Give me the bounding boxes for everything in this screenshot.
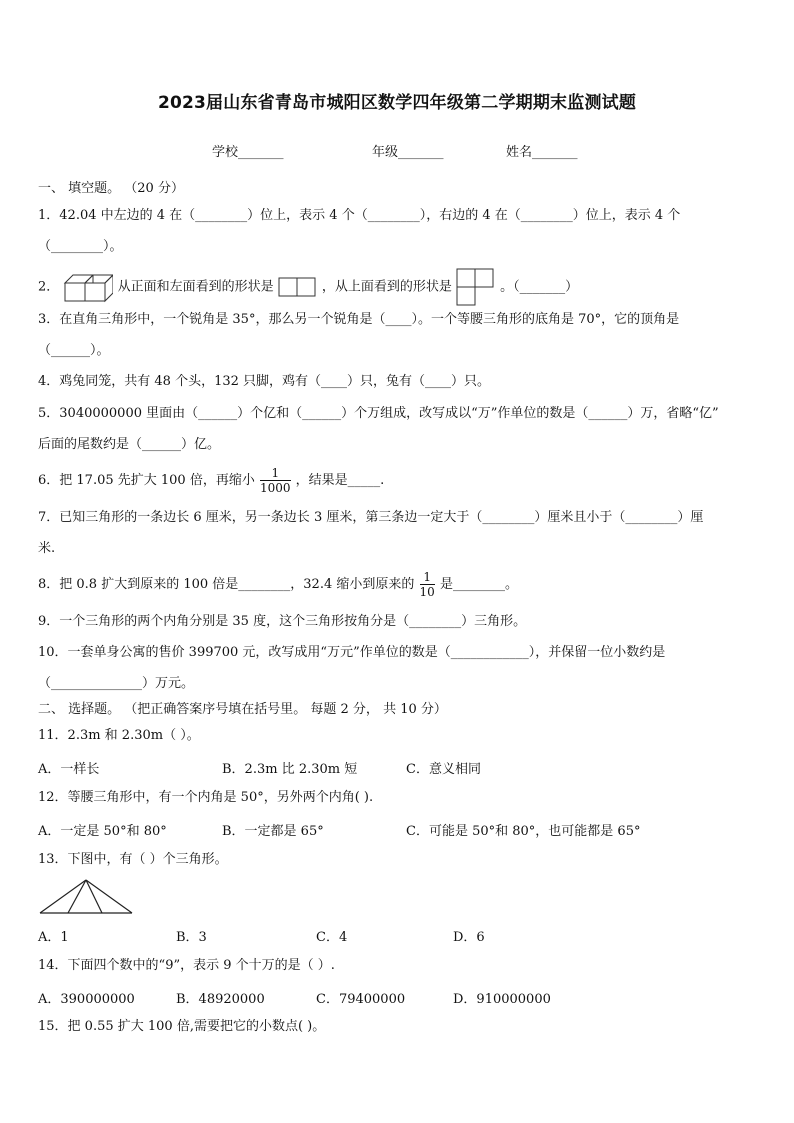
question-6-text-pre: 6．把 17.05 先扩大 100 倍，再缩小 xyxy=(38,473,255,488)
question-2-text-3: 。（_______） xyxy=(500,279,579,295)
cube-stack-figure xyxy=(63,271,113,303)
question-10-line-1: 10．一套单身公寓的售价 399700 元，改写成用“万元”作单位的数是（____________），并保留一位小数约是 xyxy=(38,645,666,660)
question-11-option-a: A．一样长 xyxy=(38,762,100,777)
question-12: 12．等腰三角形中，有一个内角是 50°，另外两个内角( ). xyxy=(38,790,374,805)
page-title: 2023届山东省青岛市城阳区数学四年级第二学期期末监测试题 xyxy=(157,93,637,113)
question-2 xyxy=(38,268,758,304)
question-1-line-1: 1．42.04 中左边的 4 在（________）位上，表示 4 个（________），右边的 4 在（________）位上，表示 4 个 xyxy=(38,208,681,223)
grade-field: 年级_______ xyxy=(372,145,444,160)
question-8 xyxy=(38,566,758,604)
question-1-line-2: （________）。 xyxy=(38,239,123,254)
question-12-option-c: C．可能是 50°和 80°，也可能都是 65° xyxy=(406,824,641,839)
question-13-option-d: D．6 xyxy=(453,930,485,945)
fraction-denominator: 10 xyxy=(419,585,435,599)
question-2-text-1: 从正面和左面看到的形状是 xyxy=(117,279,274,295)
question-5-line-2: 后面的尾数约是（______）亿。 xyxy=(38,437,221,452)
question-11-option-b: B．2.3m 比 2.30m 短 xyxy=(222,762,358,777)
triangle-figure xyxy=(38,878,134,916)
question-15: 15．把 0.55 扩大 100 倍,需要把它的小数点( )。 xyxy=(38,1019,326,1034)
top-view-figure xyxy=(456,268,496,306)
question-3-line-1: 3．在直角三角形中，一个锐角是 35°，那么另一个锐角是（____）。一个等腰三角形的底角是 70°，它的顶角是 xyxy=(38,312,680,327)
question-14-option-b: B．48920000 xyxy=(176,992,265,1007)
question-12-option-b: B．一定都是 65° xyxy=(222,824,324,839)
question-7-line-1: 7．已知三角形的一条边长 6 厘米，另一条边长 3 厘米，第三条边一定大于（________）厘米且小于（________）厘 xyxy=(38,510,704,525)
question-13-option-a: A．1 xyxy=(38,930,69,945)
question-5-line-1: 5．3040000000 里面由（______）个亿和（______）个万组成，改写成以“万”作单位的数是（______）万，省略“亿” xyxy=(38,406,719,421)
question-2-text-2: ，从上面看到的形状是 xyxy=(321,279,452,295)
front-view-figure xyxy=(278,276,318,298)
question-3-line-2: （______）。 xyxy=(38,343,110,358)
fraction-numerator: 1 xyxy=(420,570,435,585)
question-6-text-post: ，结果是_____. xyxy=(295,473,385,488)
question-14-option-a: A．390000000 xyxy=(38,992,135,1007)
question-8-text-pre: 8．把 0.8 扩大到原来的 100 倍是________，32.4 缩小到原来的 xyxy=(38,577,415,592)
question-12-option-a: A．一定是 50°和 80° xyxy=(38,824,167,839)
question-11: 11．2.3m 和 2.30m（ ）。 xyxy=(38,728,200,743)
question-7-line-2: 米. xyxy=(38,541,56,556)
question-6 xyxy=(38,462,758,500)
school-field: 学校_______ xyxy=(212,145,284,160)
question-13-option-b: B．3 xyxy=(176,930,207,945)
question-14-option-d: D．910000000 xyxy=(453,992,551,1007)
question-4: 4．鸡兔同笼，共有 48 个头，132 只脚，鸡有（____）只，兔有（____）只。 xyxy=(38,374,491,389)
question-13-option-c: C．4 xyxy=(316,930,348,945)
question-14: 14．下面四个数中的“9”，表示 9 个十万的是（ ）. xyxy=(38,958,335,973)
question-9: 9．一个三角形的两个内角分别是 35 度，这个三角形按角分是（________）三角形。 xyxy=(38,614,527,629)
question-2-number: 2． xyxy=(38,279,60,295)
section-heading-fill-in: 一、 填空题。 （20 分） xyxy=(38,181,184,196)
question-14-option-c: C．79400000 xyxy=(316,992,406,1007)
fraction-denominator: 1000 xyxy=(259,481,291,495)
fraction-1-over-10 xyxy=(420,570,435,599)
fraction-1-over-1000 xyxy=(260,466,291,495)
question-11-option-c: C．意义相同 xyxy=(406,762,481,777)
section-heading-multiple-choice: 二、 选择题。 （把正确答案序号填在括号里。 每题 2 分， 共 10 分） xyxy=(38,702,447,717)
question-10-line-2: （______________）万元。 xyxy=(38,676,195,691)
question-8-text-post: 是________。 xyxy=(439,577,518,592)
question-13: 13．下图中，有（ ）个三角形。 xyxy=(38,852,228,867)
name-field: 姓名_______ xyxy=(506,145,578,160)
fraction-numerator: 1 xyxy=(260,466,291,481)
